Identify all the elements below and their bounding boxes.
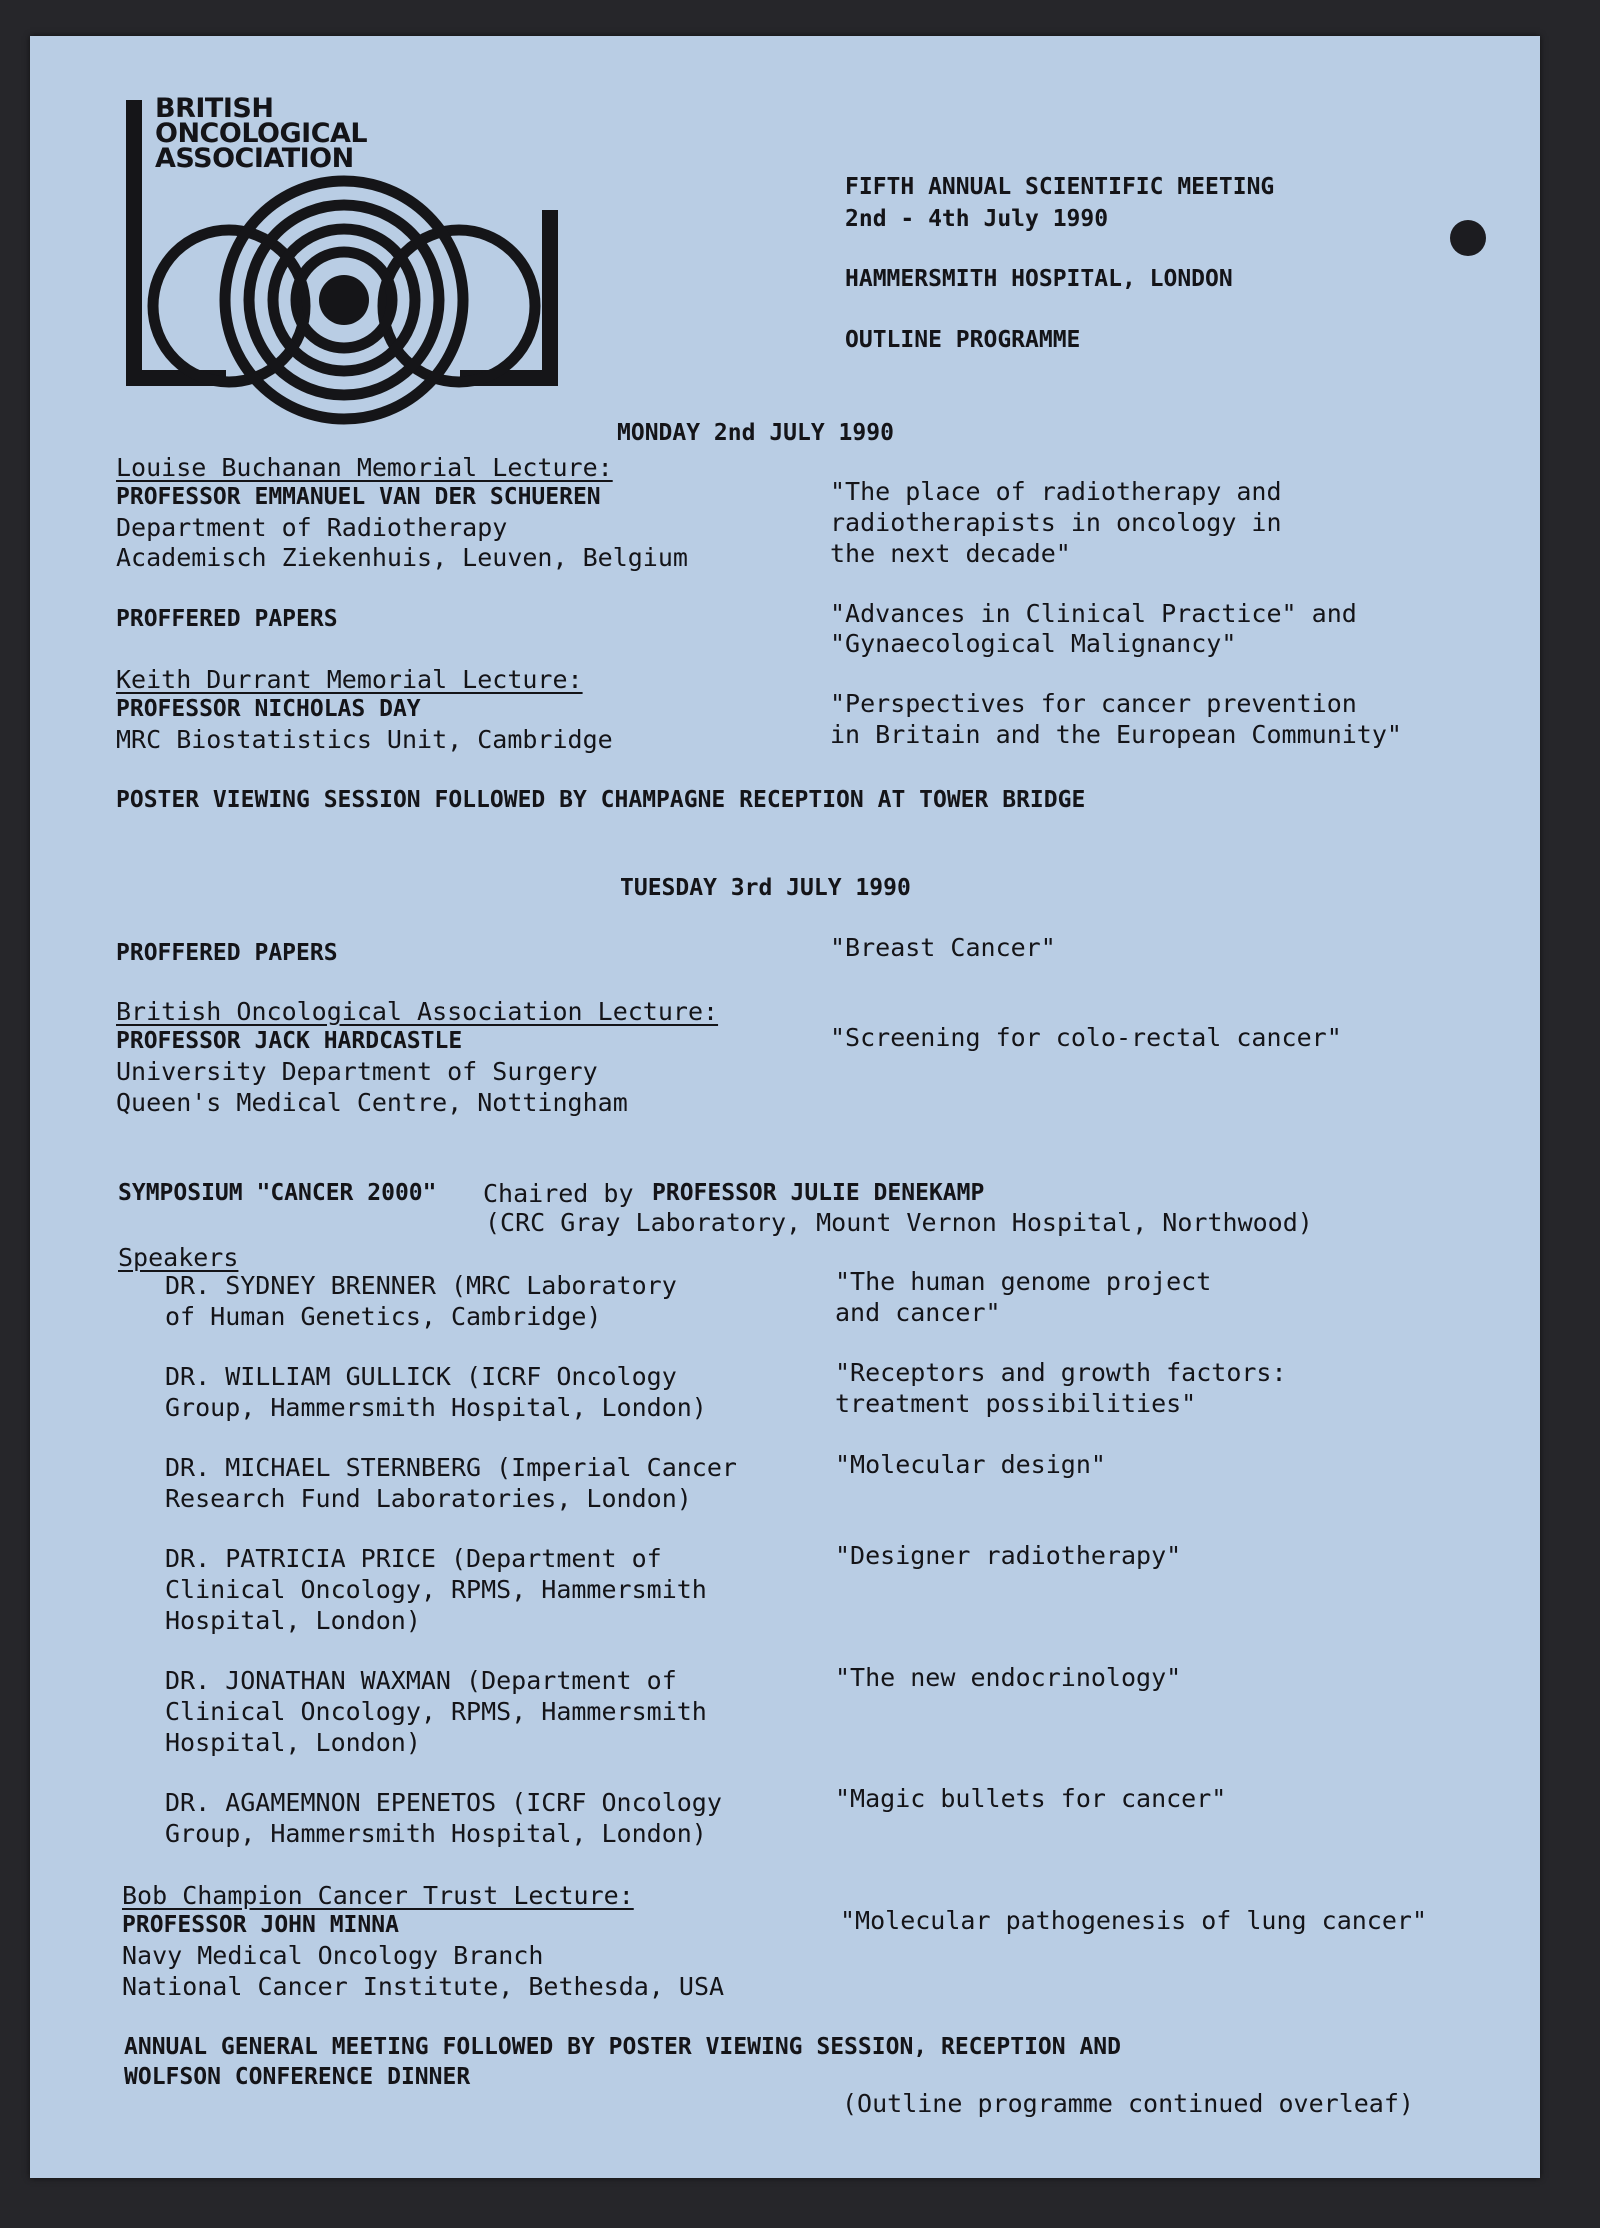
lecture-title: Bob Champion Cancer Trust Lecture: bbox=[122, 1881, 634, 1910]
evening-event: WOLFSON CONFERENCE DINNER bbox=[124, 2064, 471, 2090]
meeting-dates: 2nd - 4th July 1990 bbox=[845, 206, 1109, 232]
evening-event: POSTER VIEWING SESSION FOLLOWED BY CHAMPAGNE RECEPTION AT TOWER BRIDGE bbox=[116, 787, 1086, 813]
talk-title-line: "The new endocrinology" bbox=[835, 1663, 1182, 1692]
speaker-line: DR. PATRICIA PRICE (Department of bbox=[165, 1544, 662, 1573]
continued-note: (Outline programme continued overleaf) bbox=[842, 2089, 1414, 2118]
speaker-line: Hospital, London) bbox=[165, 1728, 421, 1757]
talk-title-line: "Receptors and growth factors: bbox=[835, 1358, 1287, 1387]
speaker-line: of Human Genetics, Cambridge) bbox=[165, 1302, 602, 1331]
speaker-line: DR. SYDNEY BRENNER (MRC Laboratory bbox=[165, 1271, 677, 1300]
speaker-inst: Queen's Medical Centre, Nottingham bbox=[116, 1088, 628, 1117]
symposium-label: SYMPOSIUM "CANCER 2000" bbox=[118, 1180, 437, 1206]
logo-wordmark bbox=[155, 93, 368, 174]
speaker-line: Research Fund Laboratories, London) bbox=[165, 1484, 692, 1513]
speaker-line: DR. WILLIAM GULLICK (ICRF Oncology bbox=[165, 1362, 677, 1391]
meeting-venue: HAMMERSMITH HOSPITAL, LONDON bbox=[845, 266, 1233, 292]
logo-line: BRITISH bbox=[155, 93, 274, 124]
talk-title-line: "Molecular pathogenesis of lung cancer" bbox=[840, 1906, 1427, 1935]
day-heading-tuesday: TUESDAY 3rd JULY 1990 bbox=[620, 875, 911, 901]
talk-title-line: radiotherapists in oncology in bbox=[830, 508, 1282, 537]
programme-title: OUTLINE PROGRAMME bbox=[845, 327, 1081, 353]
session-topic: "Gynaecological Malignancy" bbox=[830, 629, 1237, 658]
lecture-title: Louise Buchanan Memorial Lecture: bbox=[116, 453, 613, 482]
speaker-inst: National Cancer Institute, Bethesda, USA bbox=[122, 1972, 725, 2001]
talk-title-line: "Molecular design" bbox=[835, 1450, 1106, 1479]
talk-title-line: treatment possibilities" bbox=[835, 1389, 1197, 1418]
speaker-line: Hospital, London) bbox=[165, 1606, 421, 1635]
speaker-name: PROFESSOR NICHOLAS DAY bbox=[116, 696, 421, 722]
speaker-line: Group, Hammersmith Hospital, London) bbox=[165, 1819, 707, 1848]
talk-title-line: "The place of radiotherapy and bbox=[830, 477, 1282, 506]
speaker-dept: Navy Medical Oncology Branch bbox=[122, 1941, 544, 1970]
meeting-title: FIFTH ANNUAL SCIENTIFIC MEETING bbox=[845, 174, 1275, 200]
talk-title-line: "Screening for colo-rectal cancer" bbox=[830, 1023, 1342, 1052]
lecture-title: Keith Durrant Memorial Lecture: bbox=[116, 665, 583, 694]
session-topic: "Advances in Clinical Practice" and bbox=[830, 599, 1357, 628]
symposium-chair-inst: (CRC Gray Laboratory, Mount Vernon Hospital, Northwood) bbox=[485, 1208, 1313, 1237]
speaker-line: Clinical Oncology, RPMS, Hammersmith bbox=[165, 1697, 707, 1726]
day-heading-monday: MONDAY 2nd JULY 1990 bbox=[617, 420, 894, 446]
talk-title-line: and cancer" bbox=[835, 1298, 1001, 1327]
session-topic: "Breast Cancer" bbox=[830, 933, 1056, 962]
speaker-inst: Academisch Ziekenhuis, Leuven, Belgium bbox=[116, 543, 688, 572]
speaker-line: Group, Hammersmith Hospital, London) bbox=[165, 1393, 707, 1422]
talk-title-line: "The human genome project bbox=[835, 1267, 1212, 1296]
logo-line: ASSOCIATION bbox=[155, 143, 354, 174]
speaker-line: DR. MICHAEL STERNBERG (Imperial Cancer bbox=[165, 1453, 737, 1482]
speaker-dept: University Department of Surgery bbox=[116, 1057, 598, 1086]
symposium-chaired: Chaired by bbox=[483, 1179, 634, 1208]
speaker-name: PROFESSOR EMMANUEL VAN DER SCHUEREN bbox=[116, 484, 601, 510]
symposium-chair: PROFESSOR JULIE DENEKAMP bbox=[652, 1180, 985, 1206]
speaker-name: PROFESSOR JOHN MINNA bbox=[122, 1912, 399, 1938]
speaker-dept: Department of Radiotherapy bbox=[116, 513, 508, 542]
speaker-line: DR. JONATHAN WAXMAN (Department of bbox=[165, 1666, 677, 1695]
speaker-name: PROFESSOR JACK HARDCASTLE bbox=[116, 1028, 463, 1054]
evening-event: ANNUAL GENERAL MEETING FOLLOWED BY POSTER VIEWING SESSION, RECEPTION AND bbox=[124, 2034, 1121, 2060]
talk-title-line: "Perspectives for cancer prevention bbox=[830, 689, 1357, 718]
lecture-title: British Oncological Association Lecture: bbox=[116, 997, 719, 1026]
speaker-inst: MRC Biostatistics Unit, Cambridge bbox=[116, 725, 613, 754]
logo-line: ONCOLOGICAL bbox=[155, 118, 368, 149]
punch-hole bbox=[1450, 220, 1486, 256]
speaker-line: DR. AGAMEMNON EPENETOS (ICRF Oncology bbox=[165, 1788, 722, 1817]
talk-title-line: "Designer radiotherapy" bbox=[835, 1541, 1182, 1570]
speaker-line: Clinical Oncology, RPMS, Hammersmith bbox=[165, 1575, 707, 1604]
talk-title-line: "Magic bullets for cancer" bbox=[835, 1784, 1227, 1813]
session-label: PROFFERED PAPERS bbox=[116, 940, 338, 966]
talk-title-line: the next decade" bbox=[830, 539, 1071, 568]
speakers-label: Speakers bbox=[118, 1243, 239, 1272]
session-label: PROFFERED PAPERS bbox=[116, 606, 338, 632]
talk-title-line: in Britain and the European Community" bbox=[830, 720, 1402, 749]
